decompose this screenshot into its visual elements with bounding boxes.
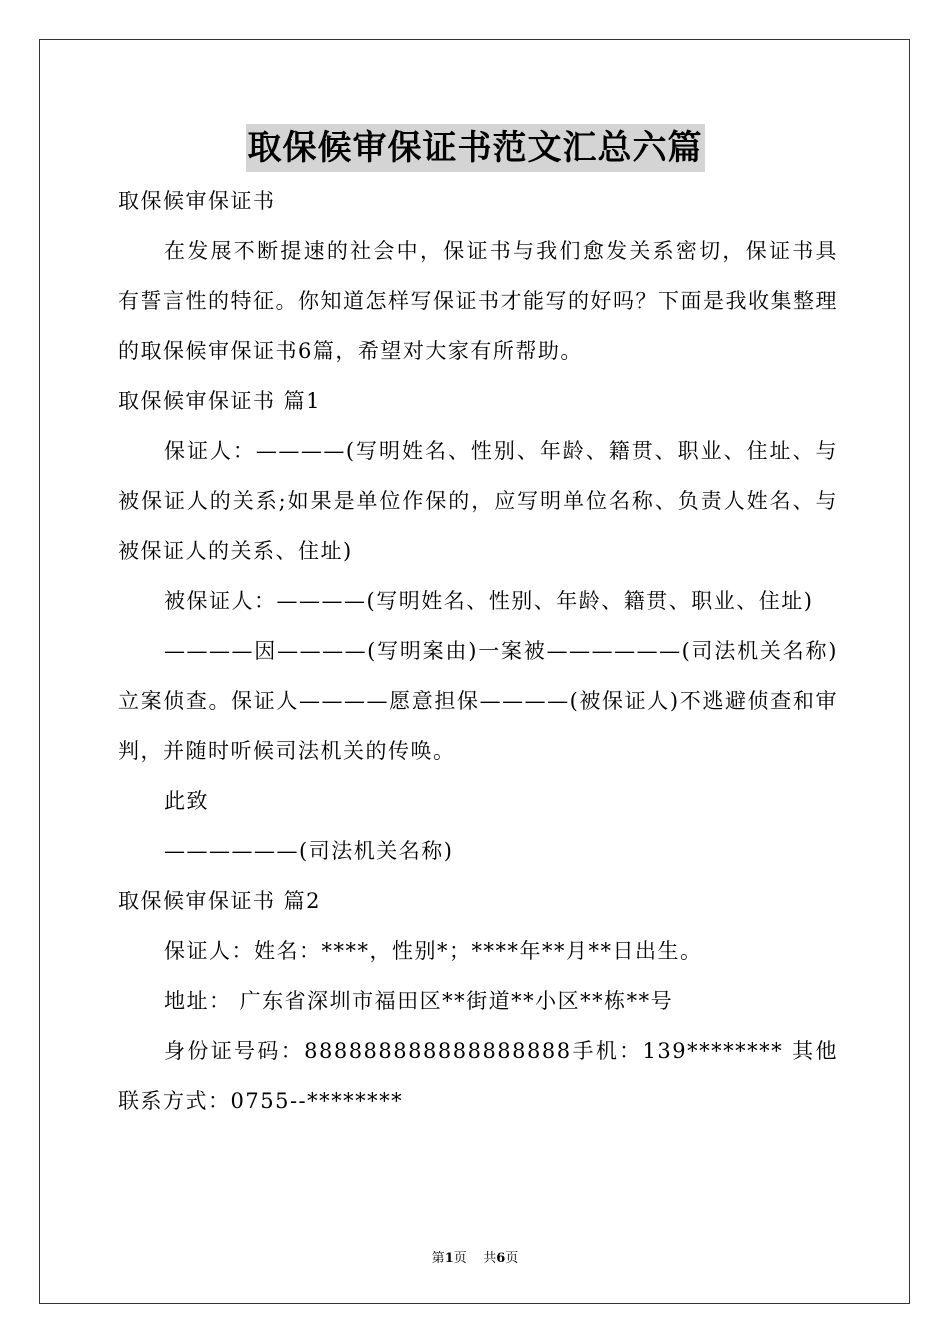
document-body bbox=[118, 176, 838, 1126]
page-footer bbox=[0, 1247, 950, 1266]
title-container bbox=[0, 124, 950, 172]
section1-case: ————因————(写明案由)一案被——————(司法机关名称)立案侦查。保证人————愿意担保————(被保证人)不逃避侦查和审判，并随时听候司法机关的传唤。 bbox=[118, 639, 838, 763]
section2-address: 地址： 广东省深圳市福田区**街道**小区**栋**号 bbox=[164, 989, 674, 1013]
section2-heading: 取保候审保证书 篇2 bbox=[118, 889, 322, 913]
footer-page-suffix: 页 bbox=[505, 1251, 519, 1266]
footer-page-mid: 页 共 bbox=[453, 1251, 497, 1266]
section1-salutation: 此致 bbox=[164, 789, 209, 813]
footer-page-total: 6 bbox=[496, 1251, 506, 1266]
footer-page-prefix: 第 bbox=[431, 1251, 445, 1266]
footer-page-current: 1 bbox=[444, 1251, 454, 1266]
section1-recipient: ——————(司法机关名称) bbox=[164, 839, 454, 863]
section1-heading: 取保候审保证书 篇1 bbox=[118, 389, 322, 413]
document-title: 取保候审保证书范文汇总六篇 bbox=[246, 124, 705, 172]
section2-contact: 身份证号码：888888888888888888手机：139******** 其他联系方式：0755--******** bbox=[118, 1039, 838, 1113]
section1-guarantor: 保证人：————(写明姓名、性别、年龄、籍贯、职业、住址、与被保证人的关系;如果是单位作保的，应写明单位名称、负责人姓名、与被保证人的关系、住址) bbox=[118, 439, 838, 563]
section2-guarantor: 保证人：姓名：****，性别*；****年**月**日出生。 bbox=[164, 939, 703, 963]
intro-heading: 取保候审保证书 bbox=[118, 189, 276, 213]
section1-guaranteed: 被保证人：————(写明姓名、性别、年龄、籍贯、职业、住址) bbox=[164, 589, 814, 613]
intro-paragraph: 在发展不断提速的社会中，保证书与我们愈发关系密切，保证书具有誓言性的特征。你知道怎样写保证书才能写的好吗？下面是我收集整理的取保候审保证书6篇，希望对大家有所帮助。 bbox=[118, 239, 838, 363]
